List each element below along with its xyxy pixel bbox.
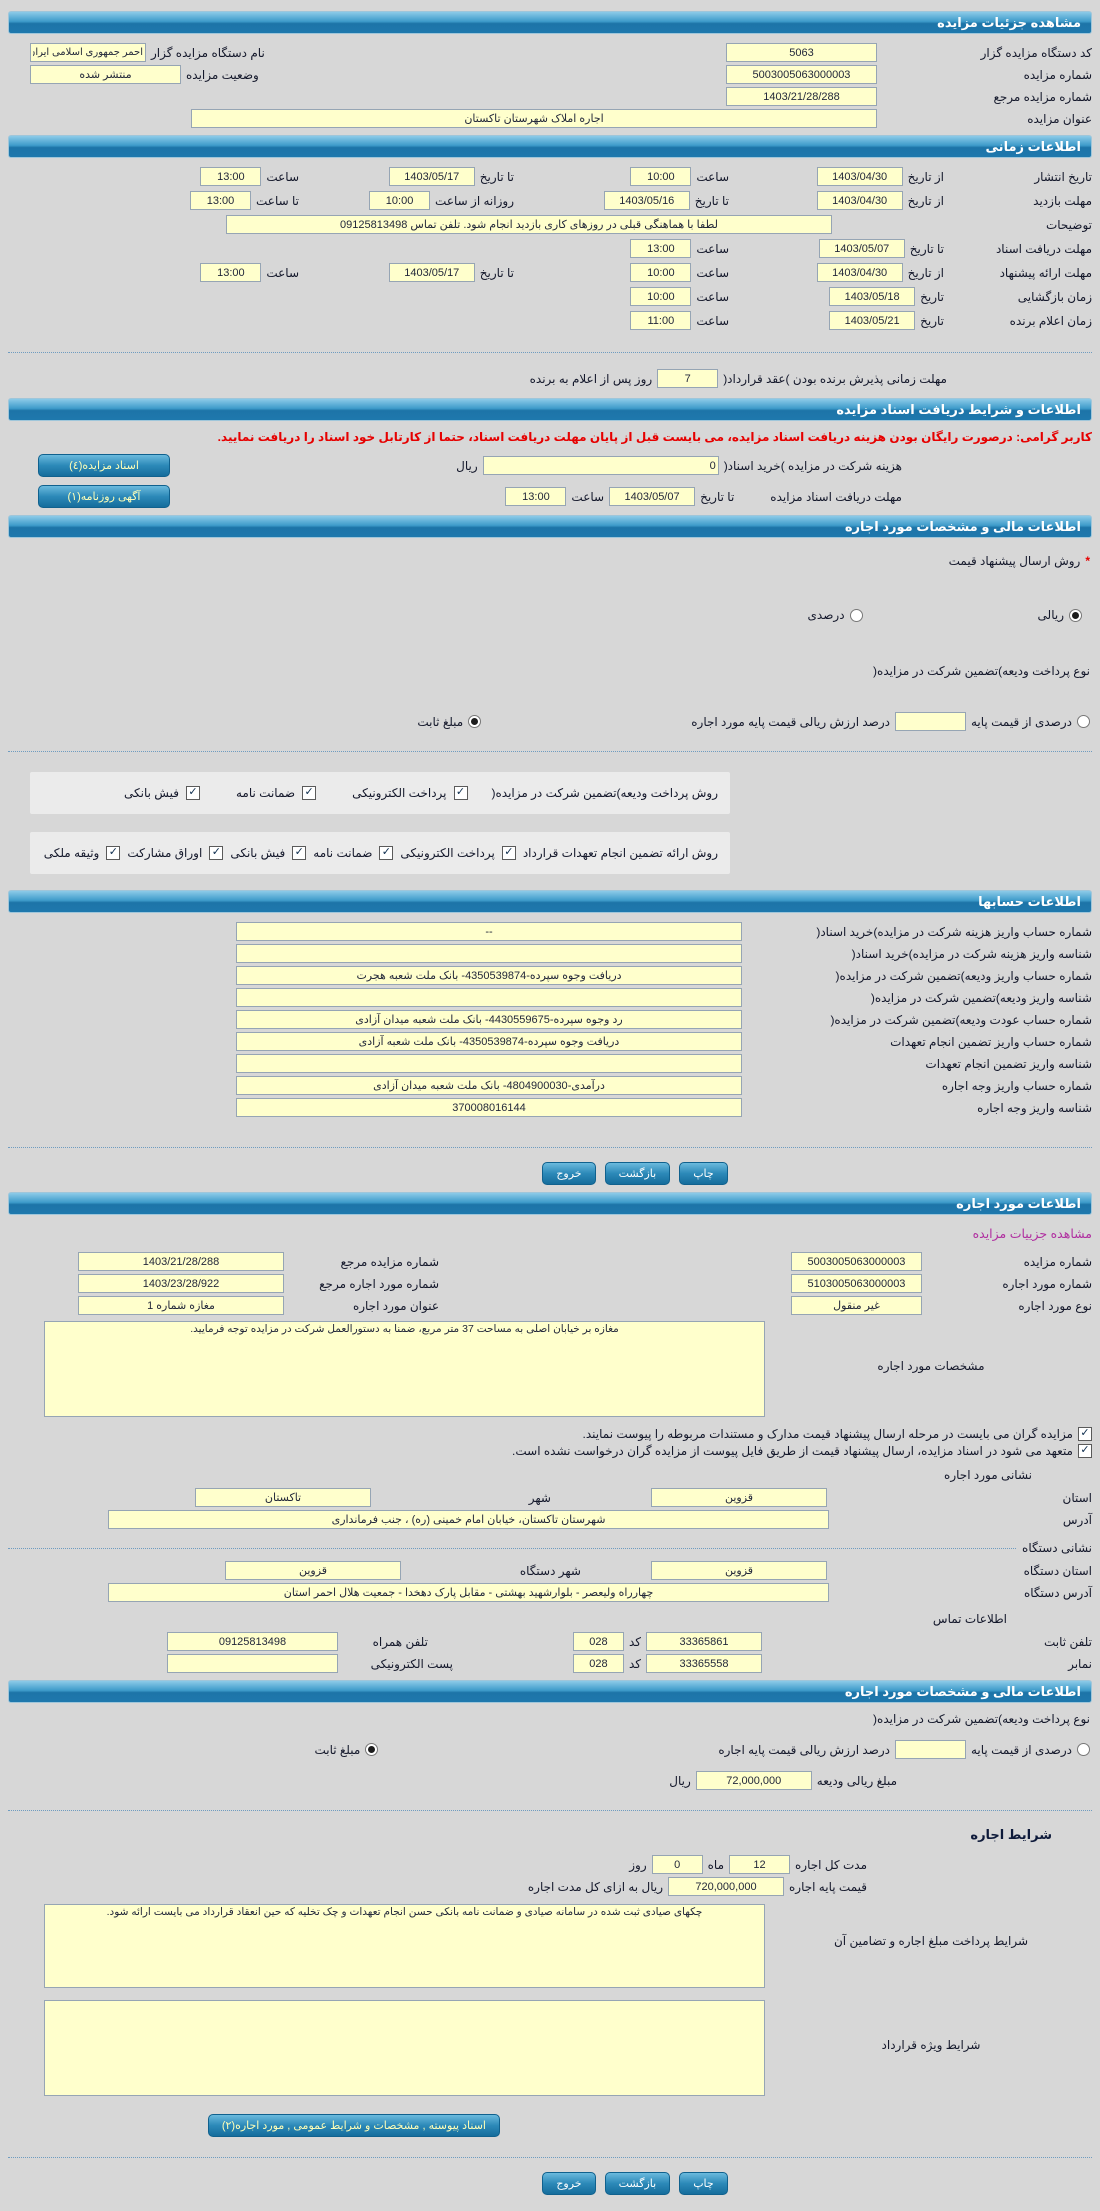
- receive-time[interactable]: [630, 239, 691, 258]
- row-auction-subject: [8, 109, 1092, 128]
- section-header-financial-1: اطلاعات مالی و مشخصات مورد اجاره: [8, 515, 1092, 538]
- phone-field[interactable]: [646, 1632, 762, 1651]
- duration-months-field[interactable]: [729, 1855, 790, 1874]
- winner-time[interactable]: [630, 311, 691, 330]
- docs-deadline-to-label: تا تاریخ: [700, 489, 735, 504]
- fin2-fixed-radio[interactable]: [365, 1743, 378, 1756]
- deposit-type-options: [8, 712, 1090, 731]
- auction-number-label: شماره مزایده: [1023, 67, 1092, 82]
- acceptance-suffix: روز پس از اعلام به برنده: [529, 371, 653, 386]
- rental-type-field[interactable]: [791, 1296, 922, 1315]
- no-file-checkbox[interactable]: ✓: [1078, 1444, 1092, 1458]
- docs-deadline-hour-label: ساعت: [571, 489, 605, 504]
- price-method-options: [8, 608, 1082, 622]
- rental-terms-subhead: شرایط اجاره: [970, 1827, 1052, 1842]
- account-row-label: شماره حساب عودت ودیعه)تضمین شرکت در مزایده(: [830, 1012, 1092, 1027]
- electronic-payment-label: پرداخت الکترونیکی: [352, 786, 447, 800]
- back-button[interactable]: بازگشت: [605, 2172, 671, 2195]
- visit-from-date[interactable]: [817, 191, 903, 210]
- print-button[interactable]: چاپ: [679, 1162, 728, 1185]
- row-base-price: [8, 1877, 867, 1896]
- agency-address-subhead-row: [8, 1541, 1092, 1555]
- dotted-rule: [8, 1548, 1016, 1549]
- section-header-accounts: اطلاعات حسابها: [8, 890, 1092, 913]
- guar-property-label: وثیقه ملکی: [43, 846, 100, 860]
- phone-code-label: کد: [628, 1634, 641, 1649]
- row-rental-type: [8, 1296, 1092, 1315]
- deposit-amount-field[interactable]: [696, 1771, 812, 1790]
- receive-docs-label: مهلت دریافت اسناد: [995, 241, 1092, 256]
- price-method-label: روش ارسال پیشنهاد قیمت: [948, 554, 1081, 568]
- account-row-label: شماره حساب واریز تضمین انجام تعهدات: [890, 1034, 1092, 1049]
- fin2-deposit-type-label-row: [8, 1712, 1090, 1726]
- guar-bonds-checkbox[interactable]: ✓: [209, 846, 223, 860]
- row-province-city: [8, 1488, 1092, 1507]
- province-label: استان: [1062, 1490, 1092, 1505]
- fax-label: نمابر: [1068, 1656, 1092, 1671]
- percent-option-label: درصدی: [807, 608, 845, 622]
- deposit-type-label-row: [8, 664, 1090, 678]
- city-field[interactable]: [195, 1488, 371, 1507]
- section-header-timing: اطلاعات زمانی: [8, 135, 1092, 158]
- attach-docs-check-label: مزایده گران می بایست در مرحله ارسال پیشنهاد قیمت مدارک و مستندات مربوطه را پیوست نمایند.: [582, 1427, 1073, 1441]
- publish-from-label: از تاریخ: [907, 169, 944, 184]
- offer-hour2-label: ساعت: [266, 265, 299, 280]
- rental-item-ref-label: شماره مورد اجاره مرجع: [319, 1276, 439, 1291]
- guarantee-letter-checkbox[interactable]: ✓: [302, 786, 316, 800]
- auction-status-field[interactable]: [30, 65, 181, 84]
- guar-bank-slip-label: فیش بانکی: [230, 846, 286, 860]
- account-row-field[interactable]: [236, 988, 742, 1007]
- fin2-deposit-options: [8, 1740, 1090, 1759]
- deposit-pay-methods-label: روش پرداخت ودیعه)تضمین شرکت در مزایده(: [491, 786, 718, 800]
- guar-electronic-checkbox[interactable]: ✓: [502, 846, 516, 860]
- rental-item-no-label: شماره مورد اجاره: [1002, 1276, 1092, 1291]
- deposit-type-label: نوع پرداخت ودیعه)تضمین شرکت در مزایده(: [873, 664, 1090, 678]
- account-row-field[interactable]: [236, 922, 742, 941]
- rial-radio[interactable]: [1069, 609, 1082, 622]
- docs-deadline-label: مهلت دریافت اسناد مزایده: [770, 489, 902, 504]
- row-docs-deadline: [8, 485, 1092, 508]
- docs-deadline-time[interactable]: [505, 487, 566, 506]
- deposit-pay-methods-band: [30, 772, 730, 814]
- attach-docs-checkbox[interactable]: ✓: [1078, 1427, 1092, 1441]
- newspaper-ad-button[interactable]: آگهی روزنامه(١): [38, 485, 170, 508]
- fax-code-label: کد: [628, 1656, 641, 1671]
- winner-label: زمان اعلام برنده: [1009, 313, 1092, 328]
- address-label: آدرس: [1062, 1512, 1092, 1527]
- mobile-field[interactable]: [167, 1632, 338, 1651]
- offer-from-label: از تاریخ: [907, 265, 944, 280]
- receive-to-label: تا تاریخ: [909, 241, 944, 256]
- percent-radio[interactable]: [850, 609, 863, 622]
- fin2-percent-label: درصدی از قیمت پایه: [971, 1742, 1072, 1757]
- separator: [8, 352, 1092, 353]
- separator: [8, 1810, 1092, 1811]
- rental-address-subhead: نشانی مورد اجاره: [944, 1468, 1032, 1482]
- row-rental-auction-no: [8, 1252, 1092, 1271]
- offer-to-label: تا تاریخ: [479, 265, 514, 280]
- rental-item-no-field[interactable]: [791, 1274, 922, 1293]
- auction-subject-field[interactable]: [191, 109, 877, 128]
- auction-ref-field[interactable]: [726, 87, 877, 106]
- guarantee-letter-label: ضمانت نامه: [235, 786, 296, 800]
- account-row-field[interactable]: [236, 944, 742, 963]
- contract-guarantee-band: [30, 832, 730, 874]
- percent-of-base-radio[interactable]: [1077, 715, 1090, 728]
- guar-letter-checkbox[interactable]: ✓: [379, 846, 393, 860]
- winner-date-label: تاریخ: [920, 313, 944, 328]
- no-file-check-row: [8, 1444, 1092, 1458]
- agency-code-field[interactable]: [726, 43, 877, 62]
- visit-label: مهلت بازدید: [1033, 193, 1092, 208]
- duration-days-field[interactable]: [652, 1855, 703, 1874]
- row-agency-code: [8, 43, 1092, 62]
- agency-city-field[interactable]: [225, 1561, 401, 1580]
- attached-docs-button[interactable]: اسناد پیوسته , مشخصات و شرایط عمومی , مورد اجاره(٢): [208, 2114, 500, 2137]
- visit-daily-label: روزانه از ساعت: [435, 193, 514, 208]
- rental-auction-no-label: شماره مزایده: [1023, 1254, 1092, 1269]
- auction-ref-label: شماره مزایده مرجع: [993, 89, 1092, 104]
- month-label: ماه: [707, 1857, 725, 1872]
- fee-field[interactable]: [483, 456, 719, 475]
- account-row-label: شناسه واریز هزینه شرکت در مزایده)خرید اسناد(: [851, 946, 1092, 961]
- rental-ref-label: شماره مزایده مرجع: [340, 1254, 439, 1269]
- row-duration: [8, 1855, 867, 1874]
- offer-time2[interactable]: [200, 263, 261, 282]
- account-row-label: شناسه واریز ودیعه)تضمین شرکت در مزایده(: [870, 990, 1092, 1005]
- rental-type-label: نوع مورد اجاره: [1018, 1298, 1092, 1313]
- agency-address-field[interactable]: [108, 1583, 829, 1602]
- rental-auction-no-field[interactable]: [791, 1252, 922, 1271]
- price-method-label-row: [8, 554, 1090, 568]
- account-row-field[interactable]: [236, 1054, 742, 1073]
- visit-until-label: تا ساعت: [256, 193, 299, 208]
- city-label: شهر: [528, 1490, 551, 1505]
- separator: [8, 751, 1092, 752]
- fin2-fixed-label: مبلغ ثابت: [314, 1742, 361, 1757]
- pair-agency-name: [30, 43, 265, 62]
- percent-of-base-field[interactable]: [895, 712, 966, 731]
- percent-of-base-suffix: درصد ارزش ریالی قیمت پایه مورد اجاره: [691, 714, 890, 729]
- offer-label: مهلت ارائه پیشنهاد: [999, 265, 1092, 280]
- row-fax: [8, 1654, 1092, 1673]
- required-asterisk: *: [1085, 554, 1090, 568]
- offer-time1[interactable]: [630, 263, 691, 282]
- agency-name-label: نام دستگاه مزایده گزار: [151, 45, 265, 60]
- mobile-label: تلفن همراه: [372, 1634, 428, 1649]
- visit-time1[interactable]: [369, 191, 430, 210]
- bank-slip-checkbox[interactable]: ✓: [186, 786, 200, 800]
- account-row-field[interactable]: [236, 1076, 742, 1095]
- opening-date[interactable]: [829, 287, 915, 306]
- toolbar-bottom: [8, 2172, 1092, 2195]
- section-header-docs: اطلاعات و شرایط دریافت اسناد مزایده: [8, 398, 1092, 421]
- section-header-auction-details: مشاهده جزئیات مزایده: [8, 11, 1092, 34]
- special-terms-label: شرایط ویژه قرارداد: [881, 2038, 981, 2052]
- phone-code-field[interactable]: [573, 1632, 624, 1651]
- fax-code-field[interactable]: [573, 1654, 624, 1673]
- fee-label: هزینه شرکت در مزایده )خرید اسناد(: [723, 458, 902, 473]
- province-field[interactable]: [651, 1488, 827, 1507]
- publish-from-date[interactable]: [817, 167, 903, 186]
- payment-terms-label: شرایط پرداخت مبلغ اجاره و تضامین آن: [833, 1934, 1028, 1948]
- row-auction-ref: [8, 87, 1092, 106]
- agency-address-label: آدرس دستگاه: [1023, 1585, 1092, 1600]
- row-specs: [8, 1321, 1092, 1417]
- rental-title-field[interactable]: [78, 1296, 284, 1315]
- guar-bank-slip-checkbox[interactable]: ✓: [292, 846, 306, 860]
- opening-time[interactable]: [630, 287, 691, 306]
- publish-to-label: تا تاریخ: [479, 169, 514, 184]
- visit-time2[interactable]: [190, 191, 251, 210]
- email-field[interactable]: [167, 1654, 338, 1673]
- percent-of-base-label: درصدی از قیمت پایه: [971, 714, 1072, 729]
- fixed-amount-radio[interactable]: [468, 715, 481, 728]
- row-agency-province-city: [8, 1561, 1092, 1580]
- exit-button[interactable]: خروج: [542, 1162, 595, 1185]
- acceptance-days-field[interactable]: [657, 369, 718, 388]
- row-special-terms: [8, 2000, 1092, 2096]
- row-auction-number: [8, 65, 1092, 84]
- back-button[interactable]: بازگشت: [605, 1162, 671, 1185]
- separator: [8, 1147, 1092, 1148]
- row-address: [8, 1510, 1092, 1529]
- view-auction-details-link[interactable]: مشاهده جزییات مزایده: [972, 1227, 1092, 1241]
- acceptance-prefix: مهلت زمانی پذیرش برنده بودن )عقد قرارداد(: [723, 371, 947, 386]
- fin2-percent-radio[interactable]: [1077, 1743, 1090, 1756]
- account-row-field[interactable]: [236, 966, 742, 985]
- no-file-check-label: متعهد می شود در اسناد مزایده، ارسال پیشنهاد قیمت از طریق فایل پیوست از مزایده گران درخواست نشده است.: [512, 1444, 1073, 1458]
- account-row-label: شماره حساب واریز وجه اجاره: [941, 1078, 1092, 1093]
- section-header-financial-2: اطلاعات مالی و مشخصات مورد اجاره: [8, 1680, 1092, 1703]
- fin2-percent-field[interactable]: [895, 1740, 966, 1759]
- visit-to-date[interactable]: [604, 191, 690, 210]
- guar-letter-label: ضمانت نامه: [313, 846, 373, 860]
- docs-deadline-date[interactable]: [609, 487, 695, 506]
- publish-time1[interactable]: [630, 167, 691, 186]
- fax-field[interactable]: [646, 1654, 762, 1673]
- fee-rial-label: ریال: [456, 458, 478, 473]
- agency-province-field[interactable]: [651, 1561, 827, 1580]
- docs-notice: کاربر گرامی: درصورت رایگان بودن هزینه دریافت اسناد مزایده، می بایست قبل از پایان مهلت دریافت اسناد، حتما از کارتابل خود اسناد را دریافت نمایید.: [217, 430, 1092, 444]
- opening-label: زمان بازگشایی: [1017, 289, 1092, 304]
- specs-textarea[interactable]: مغازه بر خیابان اصلی به مساحت 37 متر مربع، ضمنا به دستورالعمل شرکت در مزایده توجه فرمایید.: [44, 1321, 765, 1417]
- publish-label: تاریخ انتشار: [1034, 169, 1092, 184]
- rental-title-label: عنوان مورد اجاره: [352, 1298, 439, 1313]
- bank-slip-label: فیش بانکی: [124, 786, 179, 800]
- publish-to-date[interactable]: [389, 167, 475, 186]
- guar-property-checkbox[interactable]: ✓: [106, 846, 120, 860]
- acceptance-row: [8, 369, 947, 388]
- auction-number-field[interactable]: [726, 65, 877, 84]
- guar-bonds-label: اوراق مشارکت: [127, 846, 203, 860]
- address-field[interactable]: [108, 1510, 829, 1529]
- base-price-label: قیمت پایه اجاره: [788, 1879, 867, 1894]
- special-terms-textarea[interactable]: [44, 2000, 765, 2096]
- auction-docs-button[interactable]: اسناد مزایده(٤): [38, 454, 170, 477]
- offer-hour1-label: ساعت: [696, 265, 729, 280]
- account-row-field[interactable]: [236, 1032, 742, 1051]
- timing-notes-label: توضیحات: [1045, 217, 1092, 232]
- rial-option-label: ریالی: [1037, 608, 1064, 622]
- account-row-field[interactable]: [236, 1010, 742, 1029]
- deposit-rial-label: ریال: [669, 1773, 691, 1788]
- receive-hour-label: ساعت: [696, 241, 729, 256]
- guar-electronic-label: پرداخت الکترونیکی: [400, 846, 495, 860]
- account-row-label: شناسه واریز وجه اجاره: [977, 1100, 1092, 1115]
- toolbar-top: [8, 1162, 1092, 1185]
- duration-label: مدت کل اجاره: [795, 1857, 867, 1872]
- timing-grid: [8, 167, 1092, 330]
- row-deposit-amount: [8, 1771, 897, 1790]
- receive-date[interactable]: [819, 239, 905, 258]
- base-price-suffix: ریال به ازای کل مدت اجاره: [527, 1879, 663, 1894]
- timing-notes-field[interactable]: [226, 215, 832, 234]
- winner-hour-label: ساعت: [696, 313, 729, 328]
- fin2-deposit-type-label: نوع پرداخت ودیعه)تضمین شرکت در مزایده(: [873, 1712, 1090, 1726]
- attach-docs-check-row: [8, 1427, 1092, 1441]
- visit-to-label: تا تاریخ: [694, 193, 729, 208]
- payment-terms-textarea[interactable]: چکهای صیادی ثبت شده در سامانه صیادی و ضمانت نامه بانکی حسن انجام تعهدات و چک تخلیه که حین انعقاد قرارداد می بایست ارائه شود.: [44, 1904, 765, 1988]
- agency-name-field[interactable]: [30, 43, 146, 62]
- row-phone: [8, 1632, 1092, 1651]
- agency-city-label: شهر دستگاه: [519, 1563, 581, 1578]
- agency-province-label: استان دستگاه: [1023, 1563, 1092, 1578]
- account-row-label: شماره حساب واریز هزینه شرکت در مزایده)خرید اسناد(: [816, 924, 1092, 939]
- publish-time2[interactable]: [200, 167, 261, 186]
- auction-status-label: وضعیت مزایده: [186, 67, 259, 82]
- fixed-amount-label: مبلغ ثابت: [417, 714, 464, 729]
- row-agency-address: [8, 1583, 1092, 1602]
- offer-from-date[interactable]: [817, 263, 903, 282]
- specs-label: مشخصات مورد اجاره: [877, 1359, 985, 1373]
- section-header-rental: اطلاعات مورد اجاره: [8, 1192, 1092, 1215]
- account-row-field[interactable]: [236, 1098, 742, 1117]
- account-row-label: شناسه واریز تضمین انجام تعهدات: [925, 1056, 1092, 1071]
- deposit-amount-label: مبلغ ریالی ودیعه: [816, 1773, 897, 1788]
- separator: [8, 2157, 1092, 2158]
- rental-ref-field[interactable]: [78, 1252, 284, 1271]
- day-label: روز: [629, 1857, 647, 1872]
- contact-subhead: اطلاعات تماس: [932, 1612, 1007, 1626]
- agency-address-subhead: نشانی دستگاه: [1022, 1541, 1092, 1555]
- fin2-percent-suffix: درصد ارزش ریالی قیمت پایه اجاره: [718, 1742, 890, 1757]
- winner-date[interactable]: [829, 311, 915, 330]
- contract-guarantee-label: روش ارائه تضمین انجام تعهدات قرارداد: [522, 846, 718, 860]
- agency-code-label: کد دستگاه مزایده گزار: [980, 45, 1092, 60]
- account-row-label: شماره حساب واریز ودیعه)تضمین شرکت در مزایده(: [835, 968, 1092, 983]
- publish-hour1-label: ساعت: [696, 169, 729, 184]
- row-rental-item-no: [8, 1274, 1092, 1293]
- row-fee: [8, 454, 1092, 477]
- exit-button[interactable]: خروج: [542, 2172, 595, 2195]
- auction-subject-label: عنوان مزایده: [1027, 111, 1092, 126]
- row-payment-terms: [8, 1904, 1092, 1988]
- rental-item-ref-field[interactable]: [78, 1274, 284, 1293]
- opening-hour-label: ساعت: [696, 289, 729, 304]
- publish-hour2-label: ساعت: [266, 169, 299, 184]
- opening-date-label: تاریخ: [920, 289, 944, 304]
- email-label: پست الکترونیکی: [370, 1656, 453, 1671]
- electronic-payment-checkbox[interactable]: ✓: [454, 786, 468, 800]
- base-price-field[interactable]: [668, 1877, 784, 1896]
- phone-label: تلفن ثابت: [1044, 1634, 1092, 1649]
- print-button[interactable]: چاپ: [679, 2172, 728, 2195]
- pair-auction-status: [30, 65, 259, 84]
- offer-to-date[interactable]: [389, 263, 475, 282]
- visit-from-label: از تاریخ: [907, 193, 944, 208]
